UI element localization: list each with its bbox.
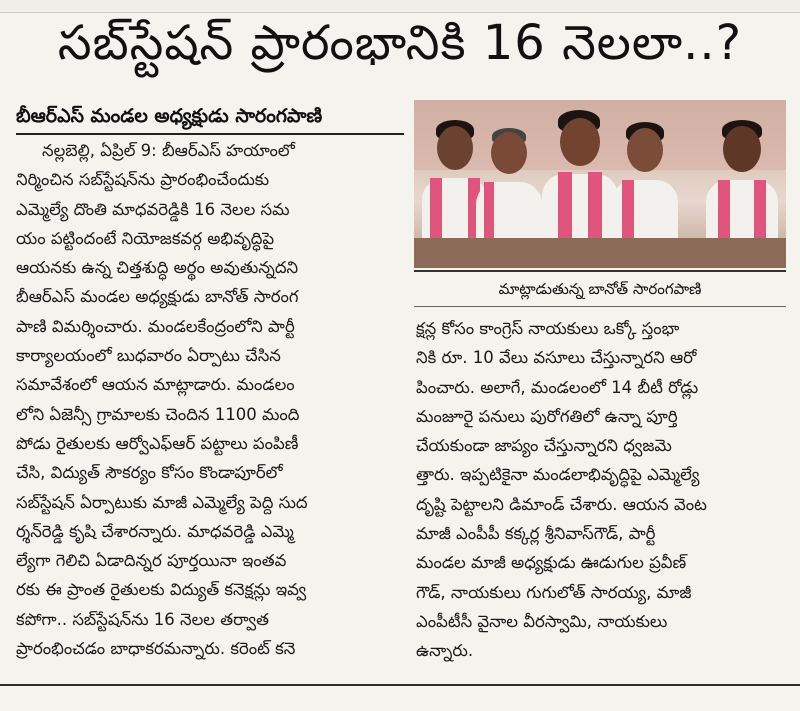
text-line: త్తారు. ఇప్పటికైనా మండలాభివృద్ధిపై ఎమ్మెల్యే — [416, 465, 700, 485]
subheadline: బీఆర్ఎస్ మండల అధ్యక్షుడు సారంగపాణి — [16, 105, 323, 127]
text-line: మండల మాజీ అధ్యక్షుడు ఊడుగుల ప్రవీణ్ — [416, 553, 687, 573]
text-line: క్షన్ల కోసం కాంగ్రెస్ నాయకులు ఒక్కో స్తంభా — [416, 319, 680, 338]
text-line: గౌడ్, నాయకులు గుగులోత్ సారయ్య, మాజీ — [416, 582, 692, 602]
headline: సబ్‌స్టేషన్ ప్రారంభానికి 16 నెలలా..? — [57, 15, 743, 71]
text-line: ల్యేగా గెలిచి ఏడాదిన్నర పూర్తయినా ఇంతవ — [16, 551, 287, 571]
text-line: ర్శన్‌రెడ్డి కృషి చేశారన్నారు. మాధవరెడ్డి ఎమ్మె — [16, 521, 294, 541]
text-line: చేయకుండా జాప్యం చేస్తున్నారని ధ్వజమె — [416, 436, 672, 456]
text-line: లోని ఏజెన్సీ గ్రామాలకు చెందిన 1100 మంది — [16, 404, 300, 424]
text-line: ఎంపీటీసీ వైనాల వీరస్వామి, నాయకులు — [416, 611, 668, 631]
text-line: మాజీ ఎంపీపీ కక్కర్ల శ్రీనివాస్‌గౌడ్, పార్టీ — [416, 524, 656, 544]
text-line: రకు ఈ ప్రాంత రైతులకు విద్యుత్ కనెక్షన్లు ఇవ్వ — [16, 580, 307, 600]
text-line: నల్లబెల్లి, ఏప్రిల్ 9: బీఆర్ఎస్ హయాంలో — [42, 141, 295, 160]
text-line: పించారు. అలాగే, మండలంలో 14 బీటీ రోడ్లు — [416, 377, 699, 397]
text-line: మంజూరై పనులు పురోగతిలో ఉన్నా పూర్తి — [416, 406, 678, 426]
photo-caption: మాట్లాడుతున్న బానోత్ సారంగపాణి — [498, 280, 702, 298]
text-line: కార్యాలయంలో బుధవారం ఏర్పాటు చేసిన — [16, 346, 281, 366]
previous-article-edge — [0, 0, 800, 13]
text-line: సబ్‌స్టేషన్ ఏర్పాటుకు మాజీ ఎమ్మెల్యే పెద్ది సుద — [16, 492, 308, 512]
text-line: దృష్టి పెట్టాలని డిమాండ్ చేశారు. ఆయన వెంట — [416, 494, 707, 514]
subheadline-rule — [16, 133, 404, 135]
text-line: నికి రూ. 10 వేలు వసూలు చేస్తున్నారని ఆరో — [416, 348, 697, 368]
text-line: బీఆర్ఎస్ మండల అధ్యక్షుడు బానోత్ సారంగ — [16, 287, 299, 307]
text-line: సమావేశంలో ఆయన మాట్లాడారు. మండలం — [16, 375, 295, 395]
text-line: ఎమ్మెల్యే దొంతి మాధవరెడ్డికి 16 నెలల సమ — [16, 199, 290, 219]
text-line: ఉన్నారు. — [416, 641, 474, 661]
text-line: నిర్మించిన సబ్‌స్టేషన్‌ను ప్రారంభించేందుకు — [16, 170, 270, 190]
text-line: ప్రారంభించడం బాధాకరమన్నారు. కరెంట్ కనె — [16, 639, 296, 659]
caption-rule-bottom — [414, 306, 786, 307]
text-line: పోడు రైతులకు ఆర్వోఎఫ్ఆర్ పట్టాలు పంపిణీ — [16, 433, 299, 453]
text-line: పాణి విమర్శించారు. మండలకేంద్రంలోని పార్టీ — [16, 316, 295, 336]
text-line: కపోగా.. సబ్‌స్టేషన్‌ను 16 నెలల తర్వాత — [16, 609, 269, 629]
text-line: ఆయనకు ఉన్న చిత్తశుద్ధి అర్థం అవుతున్నదని — [16, 258, 299, 278]
photo-table — [414, 238, 786, 268]
article-photo — [414, 100, 786, 268]
text-line: యం పట్టిందంటే నియోజకవర్గ అభివృద్ధిపై — [16, 228, 275, 248]
body-column-left — [16, 136, 404, 663]
body-column-right — [416, 314, 788, 666]
next-article-edge — [0, 684, 800, 711]
text-line: చేసి, విద్యుత్ సౌకర్యం కోసం కొండాపూర్‌లో — [16, 463, 283, 483]
